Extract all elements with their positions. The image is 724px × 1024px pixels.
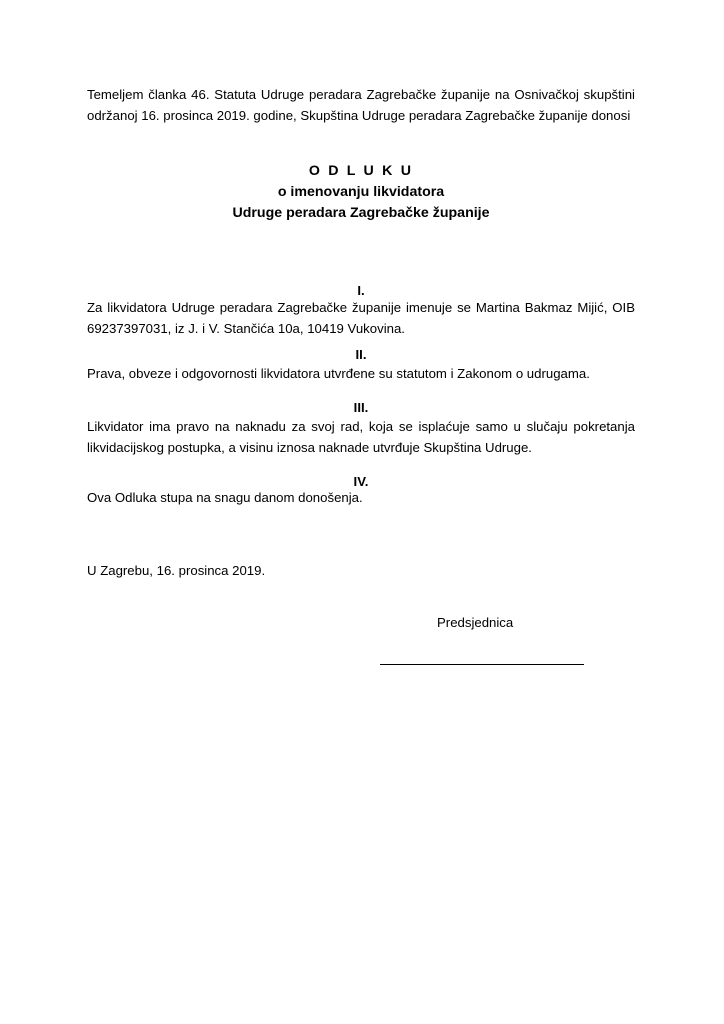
intro-line-1: Temeljem članka 46. Statuta Udruge peradara Zagrebačke županije na Osnivačkoj skupštini xyxy=(87,87,635,102)
article-text-1: Za likvidatora Udruge peradara Zagrebačke županije imenuje se Martina Bakmaz Mijić, OIB 69237397031, iz J. i V. Stančića 10a, 10419 Vukovina. xyxy=(87,300,635,336)
article-text-4: Ova Odluka stupa na snagu danom donošenja. xyxy=(87,490,363,505)
decision-title xyxy=(87,161,635,224)
signature-line xyxy=(380,664,584,665)
intro-line-2: održanoj 16. prosinca 2019. godine, Skupština Udruge peradara Zagrebačke županije donosi xyxy=(87,108,631,123)
article-number-3: III. xyxy=(353,400,369,415)
article-text-2: Prava, obveze i odgovornosti likvidatora utvrđene su statutom i Zakonom o udrugama. xyxy=(87,366,590,381)
signer-title: Predsjednica xyxy=(437,615,514,630)
title-heading: O D L U K U xyxy=(308,163,414,179)
title-organization: Udruge peradara Zagrebačke županije xyxy=(232,205,490,221)
article-text-3: Likvidator ima pravo na naknadu za svoj rad, koja se isplaćuje samo u slučaju pokretanja likvidacijskog postupka, a visinu iznosa naknade utvrđuje Skupština Udruge. xyxy=(87,419,635,455)
article-number-4: IV. xyxy=(353,474,369,489)
place-and-date: U Zagrebu, 16. prosinca 2019. xyxy=(87,563,266,578)
article-number-1: I. xyxy=(357,283,365,298)
article-number-2: II. xyxy=(355,347,367,362)
intro-paragraph xyxy=(87,84,635,126)
title-subject: o imenovanju likvidatora xyxy=(277,184,445,200)
